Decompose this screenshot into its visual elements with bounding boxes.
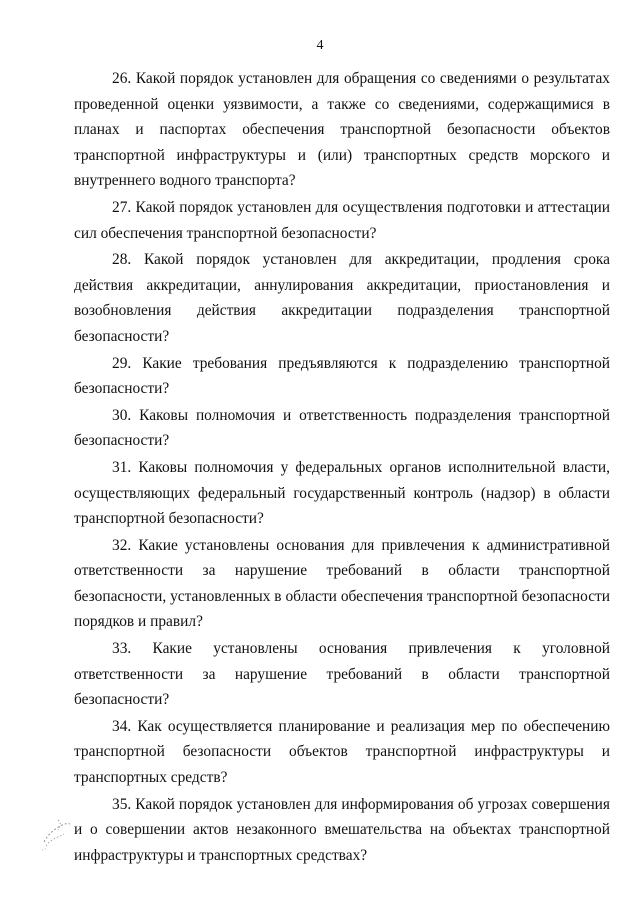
question-32: 32. Какие установлены основания для привлечения к административной ответственности за нарушение требований в области транспортной безопасности, установленных в области обеспечения транспортной безопасности порядков и правил?	[74, 536, 610, 631]
initials-scribble-icon	[34, 808, 82, 856]
question-31: 31. Каковы полномочия у федеральных органов исполнительной власти, осуществляющих федеральный государственный контроль (надзор) в области транспортной безопасности?	[74, 458, 610, 528]
question-26: 26. Какой порядок установлен для обращения со сведениями о результатах проведенной оценки уязвимости, а также со сведениями, содержащимися в планах и паспортах обеспечения транспортной безопасности объектов транспортной инфраструктуры и (или) транспортных средств морского и внутреннего водного транспорта?	[74, 70, 610, 190]
question-28: 28. Какой порядок установлен для аккредитации, продления срока действия аккредитации, аннулирования аккредитации, приостановления и возобновления действия аккредитации подразделения транспортной безопасности?	[74, 251, 610, 345]
question-35: 35. Какой порядок установлен для информирования об угрозах совершения и о совершении актов незаконного вмешательства на объектах транспортной инфраструктуры и транспортных средствах?	[74, 795, 610, 864]
question-30: 30. Каковы полномочия и ответственность подразделения транспортной безопасности?	[74, 406, 610, 450]
question-33: 33. Какие установлены основания привлечения к уголовной ответственности за нарушение требований в области транспортной безопасности?	[74, 640, 610, 709]
question-34: 34. Как осуществляется планирование и реализация мер по обеспечению транспортной безопасности объектов транспортной инфраструктуры и транспортных средств?	[74, 717, 610, 787]
question-29: 29. Какие требования предъявляются к подразделению транспортной безопасности?	[74, 354, 610, 398]
questions-list	[74, 66, 610, 869]
page-number: 4	[316, 38, 324, 53]
question-27: 27. Какой порядок установлен для осуществления подготовки и аттестации сил обеспечения транспортной безопасности?	[74, 198, 610, 242]
